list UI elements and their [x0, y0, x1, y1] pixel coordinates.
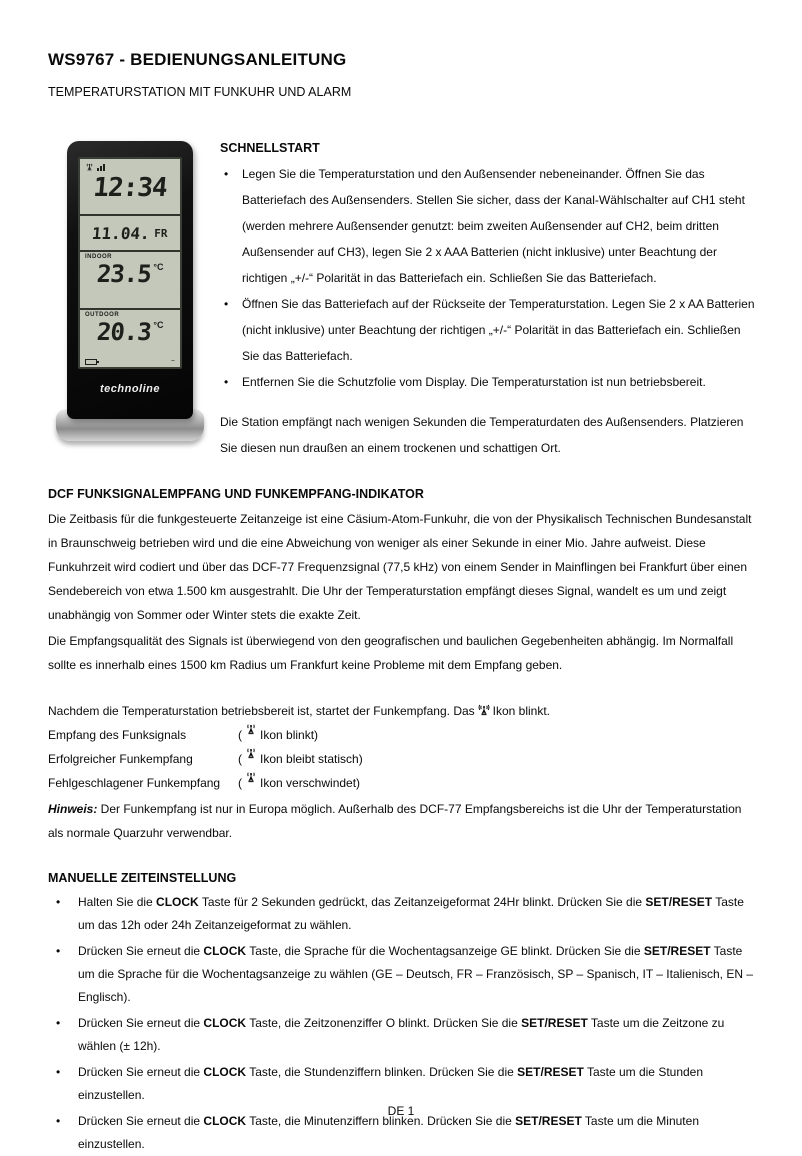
- list-item: • Legen Sie die Temperaturstation und den Außensender nebeneinander. Öffnen Sie das Batteriefach des Außensenders. Stellen Sie sicher, dass der Kanal-Wählschalter auf CH1 steht (werden mehrere Außensender genutzt: beim zweiten Außensender auf CH2, beim dritten Außensender auf CH3), legen Sie 2 x AAA Batterien (nicht inklusive) unter Beachtung der richtigen „+/-“ Polarität in das Batteriefach ein. Schließen Sie das Batteriefach.: [220, 161, 760, 291]
- text-segment: Taste, die Stundenziffern blinken. Drücken Sie die: [246, 1065, 518, 1079]
- text-segment: Taste um das 12h oder 24h Zeitanzeigeformat zu wählen.: [78, 895, 744, 932]
- instruction-bullet: [48, 891, 760, 937]
- lcd-indoor-unit: °C: [153, 262, 164, 273]
- lcd-time-value: 12:34: [92, 173, 168, 203]
- dcf-paragraph-2: Die Empfangsqualität des Signals ist überwiegend von den geografischen und baulichen Gegebenheiten abhängig. Im Normalfall sollte es innerhalb eines 1500 km Radius um Frankfurt keine Probleme mit dem Empfang geben.: [48, 634, 734, 672]
- lcd-outdoor-unit: °C: [153, 319, 164, 330]
- device-lcd: [78, 157, 182, 369]
- reception-status-block: [48, 699, 760, 845]
- text-segment: CLOCK: [203, 1065, 247, 1079]
- text-segment: CLOCK: [203, 1016, 247, 1030]
- signal-waves-icon: ~: [170, 358, 175, 366]
- text-segment: Drücken Sie erneut die: [78, 1065, 204, 1079]
- status-label: Fehlgeschlagener Funkempfang: [48, 776, 221, 790]
- text-segment: CLOCK: [156, 895, 199, 909]
- quickstart-row: [48, 141, 760, 461]
- quickstart-column: [212, 141, 760, 461]
- intro-text-post: Ikon blinkt.: [492, 704, 551, 718]
- antenna-icon: [245, 771, 257, 783]
- status-label: Erfolgreicher Funkempfang: [48, 752, 193, 766]
- device-photo: [55, 141, 205, 441]
- text-segment: Taste, die Sprache für die Wochentagsanzeige GE blinkt. Drücken Sie die: [246, 944, 644, 958]
- text-segment: CLOCK: [203, 1114, 247, 1128]
- antenna-icon: [245, 723, 257, 735]
- schnellstart-list: [220, 161, 760, 395]
- lcd-outdoor-label: OUTDOOR: [85, 311, 120, 318]
- status-desc: Ikon verschwindet): [260, 776, 361, 790]
- text-segment: Taste für 2 Sekunden gedrückt, das Zeitanzeigeformat 24Hr blinkt. Drücken Sie die: [198, 895, 646, 909]
- lcd-outdoor-section: [80, 310, 180, 367]
- antenna-icon: [478, 704, 490, 716]
- section-heading-manuelle-zeiteinstellung: MANUELLE ZEITEINSTELLUNG: [48, 871, 237, 885]
- status-desc: Ikon bleibt statisch): [260, 752, 363, 766]
- status-desc: Ikon blinkt): [260, 728, 319, 742]
- status-label: Empfang des Funksignals: [48, 728, 187, 742]
- schnellstart-closing-paragraph: Die Station empfängt nach wenigen Sekunden die Temperaturdaten des Außensenders. Platzieren Sie diesen nun draußen an einem trockenen und schattigen Ort.: [220, 415, 744, 455]
- status-row: [48, 771, 760, 795]
- instruction-bullet: [48, 1012, 760, 1058]
- lcd-indoor-temp: 23.5: [95, 260, 152, 289]
- page-title: WS9767 - BEDIENUNGSANLEITUNG: [48, 50, 347, 69]
- status-open-paren: (: [238, 728, 242, 742]
- text-segment: Drücken Sie erneut die: [78, 944, 204, 958]
- hinweis-note: [48, 797, 760, 845]
- dcf-paragraph-1: Die Zeitbasis für die funkgesteuerte Zeitanzeige ist eine Cäsium-Atom-Funkuhr, die von der Physikalisch Technischen Bundesanstalt in Braunschweig betrieben wird und die eine Abweichung von weniger als einer Sekunde in einer Mio. Jahre aufweist. Diese Funkuhrzeit wird codiert und über das DCF-77 Frequenzsignal (77,5 kHz) von einem Sender in Mainflingen bei Frankfurt über einen Sendebereich von etwa 1.500 km ausgestrahlt. Die Uhr der Temperaturstation empfängt dieses Signal, wandelt es um und zeigt unabhängig von Sommer oder Winter stets die exakte Zeit.: [48, 512, 752, 622]
- section-heading-dcf: DCF FUNKSIGNALEMPFANG UND FUNKEMPFANG-INDIKATOR: [48, 487, 424, 501]
- lcd-indoor-label: INDOOR: [85, 254, 112, 261]
- status-open-paren: (: [238, 776, 242, 790]
- text-segment: SET/RESET: [517, 1065, 584, 1079]
- lcd-date-value: 11.04.: [91, 223, 152, 243]
- hinweis-label: Hinweis:: [48, 802, 98, 816]
- page-subtitle: TEMPERATURSTATION MIT FUNKUHR UND ALARM: [48, 85, 352, 99]
- reception-intro-line: [48, 699, 760, 723]
- signal-bars-icon: [97, 164, 105, 171]
- text-segment: SET/RESET: [645, 895, 713, 909]
- status-open-paren: (: [238, 752, 242, 766]
- dcf-section: [48, 487, 760, 845]
- brand-logo: technoline: [99, 383, 160, 395]
- lcd-status-icons: [85, 161, 175, 173]
- text-segment: Taste, die Zeitzonenziffer O blinkt. Drücken Sie die: [246, 1016, 522, 1030]
- text-segment: CLOCK: [203, 944, 247, 958]
- text-segment: Taste um die Zeitzone zu wählen (± 12h).: [78, 1016, 725, 1053]
- antenna-icon: [245, 747, 257, 759]
- text-segment: SET/RESET: [521, 1016, 588, 1030]
- hinweis-text: Der Funkempfang ist nur in Europa möglich. Außerhalb des DCF-77 Empfangsbereichs ist die Uhr der Temperaturstation als normale Quarzuhr verwendbar.: [48, 802, 742, 840]
- lcd-indoor-section: [80, 252, 180, 309]
- device-image-column: [48, 141, 212, 461]
- text-segment: SET/RESET: [515, 1114, 582, 1128]
- text-segment: Taste um die Sprache für die Wochentagsanzeige zu wählen (GE – Deutsch, FR – Französisch, SP – Spanisch, IT – Italienisch, EN – Englisch).: [78, 944, 754, 1004]
- instruction-bullet: [48, 1061, 760, 1107]
- device-body: [67, 141, 193, 419]
- text-segment: Halten Sie die: [78, 895, 157, 909]
- lcd-outdoor-temp: 20.3: [95, 317, 152, 346]
- text-segment: Taste, die Minutenziffern blinken. Drücken Sie die: [246, 1114, 516, 1128]
- lcd-time-section: [80, 159, 180, 216]
- lcd-date-section: [80, 216, 180, 252]
- status-row: [48, 723, 760, 747]
- status-row: [48, 747, 760, 771]
- intro-text-pre: Nachdem die Temperaturstation betriebsbereit ist, startet der Funkempfang. Das: [48, 704, 475, 718]
- list-item: • Entfernen Sie die Schutzfolie vom Display. Die Temperaturstation ist nun betriebsbereit.: [220, 369, 760, 395]
- page-number: DE 1: [387, 1104, 415, 1118]
- section-heading-schnellstart: SCHNELLSTART: [220, 141, 320, 155]
- text-segment: Taste um die Minuten einzustellen.: [78, 1114, 699, 1151]
- text-segment: Taste um die Stunden einzustellen.: [78, 1065, 704, 1102]
- battery-icon: [85, 359, 97, 365]
- text-segment: Drücken Sie erneut die: [78, 1016, 204, 1030]
- lcd-day-value: FR: [154, 226, 168, 240]
- list-item: • Öffnen Sie das Batteriefach auf der Rückseite der Temperaturstation. Legen Sie 2 x AA Batterien (nicht inklusive) unter Beachtung der richtigen „+/-“ Polarität in das Batteriefach ein. Schließen Sie das Batteriefach.: [220, 291, 760, 369]
- text-segment: Drücken Sie erneut die: [78, 1114, 204, 1128]
- antenna-icon: [85, 162, 94, 172]
- text-segment: SET/RESET: [643, 944, 711, 958]
- instruction-bullet: [48, 940, 760, 1009]
